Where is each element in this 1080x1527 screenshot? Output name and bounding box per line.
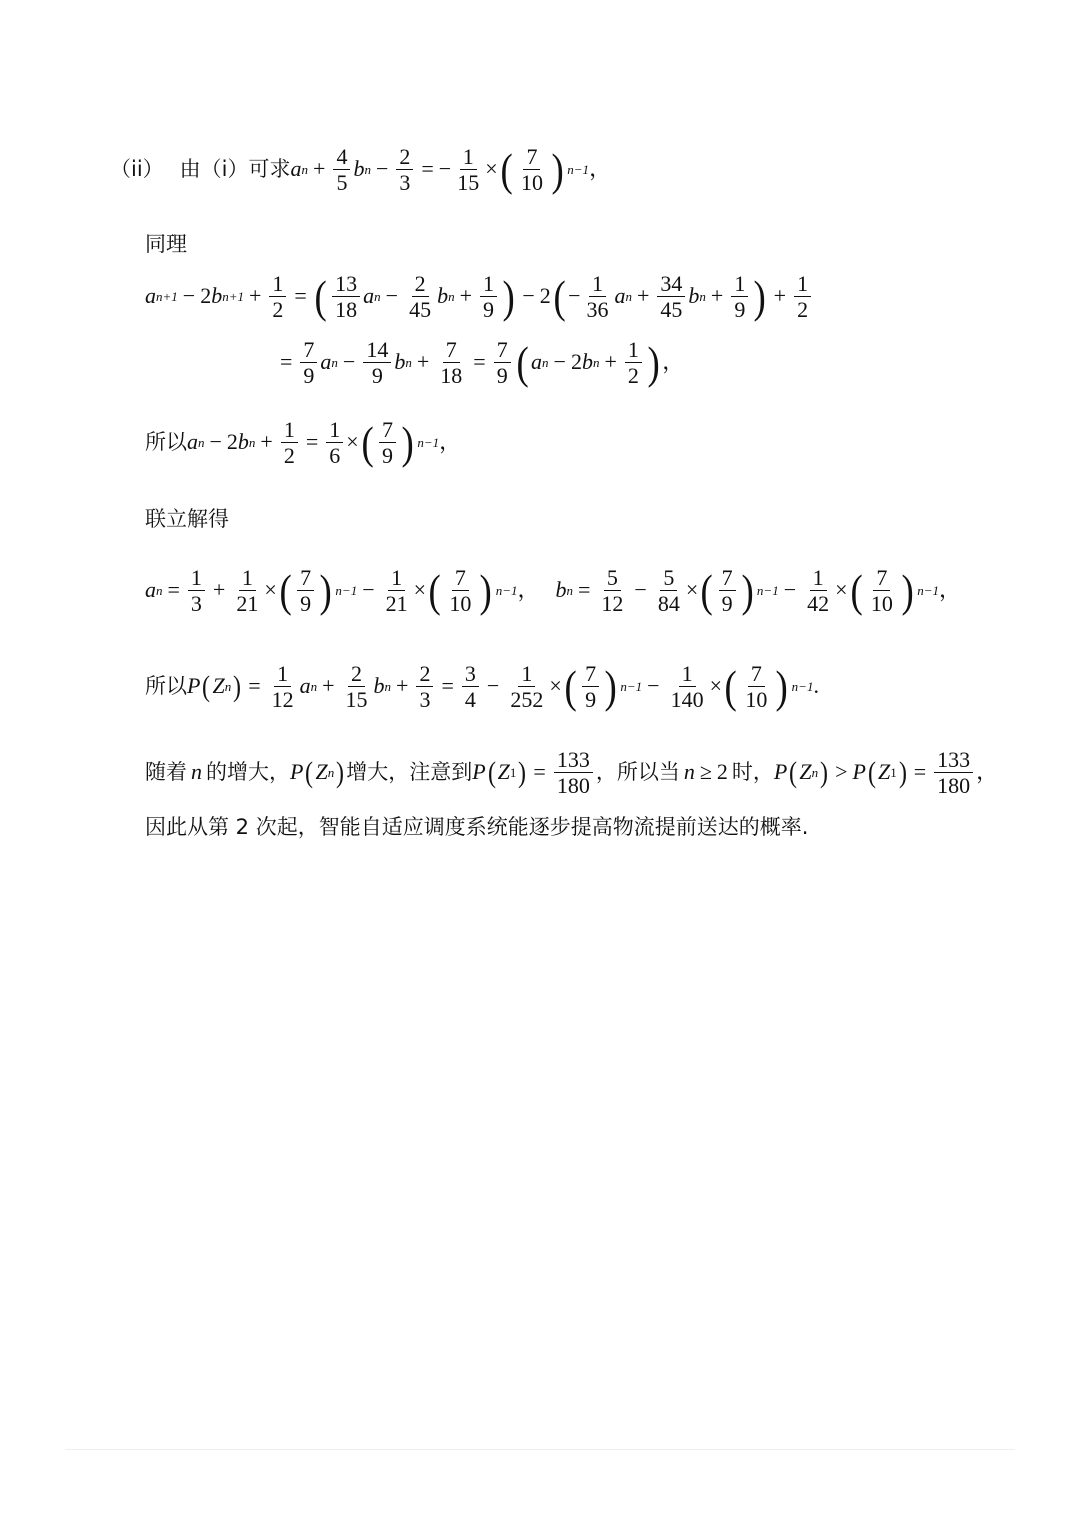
line-ii	[110, 145, 1040, 194]
part-label: （ii）	[110, 157, 164, 181]
formula-6: P ( Z n ) = $\frac{1}{12}$ a n + $\frac{2}{15}$ b n + $\frac{2}{3}$ = $\frac{3}{4}$ − $\frac{1}{252}$ × ( $\frac{7}{9}$ ) n−1 − $\frac{1}{140}$ × ( $\frac{7}{10}$ ) n−1 .	[187, 660, 819, 713]
increase-mid2: 增大，注意到	[346, 760, 473, 784]
increase-mid: 的增大，	[206, 760, 290, 784]
line-therefore-1	[145, 418, 1040, 467]
formula-4: a n − 2 b n + $\frac{1}{2}$ = $\frac{1}{6}$ × ( $\frac{7}{9}$ ) n−1 ，	[187, 416, 462, 469]
line-increase: 随着 n 的增大， P ( Z n ) 增大，注意到 P ( Z 1 ) = $\frac{133}{180}$ ，所以当 n ≥ 2 时， P ( Z n ) > P ( Z 1 ) = $\frac{133}{180}$ ，	[145, 747, 999, 799]
formula-1: a n + $\frac{4}{5}$ b n − $\frac{2}{3}$ = − $\frac{1}{15}$ × ( $\frac{7}{10}$ ) n−1 ，	[290, 143, 612, 196]
formula-5: a n = $\frac{1}{3}$ + $\frac{1}{21}$ × ( $\frac{7}{9}$ ) n−1 − $\frac{1}{21}$ × ( $\frac{7}{10}$ ) n−1 ， b n = $\frac{5}{12}$ − $\frac{5}{84}$ × ( $\frac{7}{9}$ ) n−1 − $\frac{1}{42}$ × ( $\frac{7}{10}$ ) n−1 ，	[145, 564, 961, 617]
formula-2: a n+1 − 2 b n+1 + $\frac{1}{2}$ = ( $\frac{13}{18}$ a n − $\frac{2}{45}$ b n + $\frac{1}{9}$ ) − 2 ( − $\frac{1}{36}$ a n + $\frac{34}{45}$ b n + $\frac{1}{9}$ ) + $\frac{1}{2}$	[145, 272, 1040, 321]
line-solve	[145, 507, 1040, 532]
line1-prefix: 由（i）可求	[179, 157, 291, 181]
solve-text: 联立解得	[145, 507, 229, 531]
line-conclusion	[145, 815, 1040, 840]
formula-3: = $\frac{7}{9}$ a n − $\frac{14}{9}$ b n + $\frac{7}{18}$ = $\frac{7}{9}$ ( a n − 2 b n + $\frac{1}{2}$ ) ，	[280, 336, 685, 389]
line-same-logic	[145, 232, 1040, 257]
conclusion-text: 因此从第 2 次起，智能自适应调度系统能逐步提高物流提前送达的概率.	[145, 815, 809, 839]
increase-tail: ，所以当	[595, 760, 680, 784]
page-bottom-divider	[65, 1449, 1015, 1450]
therefore-text: 所以	[145, 430, 187, 454]
increase-when: 时，	[731, 760, 774, 784]
line-therefore-2	[145, 662, 1040, 711]
therefore-text-2: 所以	[145, 674, 187, 698]
increase-text: 随着	[145, 760, 187, 784]
same-logic-text: 同理	[145, 232, 187, 256]
